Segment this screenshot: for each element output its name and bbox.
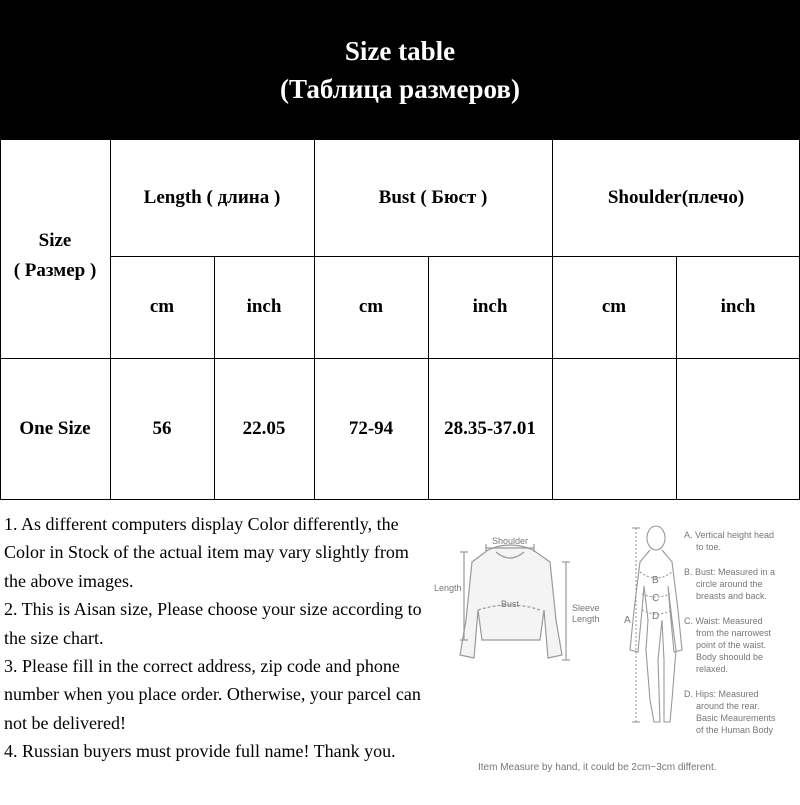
legend-line: D. Hips: Measured bbox=[684, 689, 759, 699]
legend-a bbox=[684, 530, 774, 552]
legend-line: B. Bust: Measured in a bbox=[684, 567, 776, 577]
bust-label: Bust bbox=[500, 599, 520, 609]
unit-header: inch bbox=[720, 296, 756, 317]
shoulder-header: Shoulder(плечо) bbox=[607, 187, 745, 208]
unit-header: cm bbox=[149, 296, 175, 317]
unit-header: cm bbox=[358, 296, 384, 317]
notes-panel bbox=[0, 500, 428, 800]
table-cell: 72-94 bbox=[348, 417, 394, 439]
table-cell bbox=[552, 358, 676, 499]
length-header: Length ( длина ) bbox=[143, 187, 281, 208]
length-label: Length bbox=[434, 583, 462, 593]
legend-line: C. Waist: Measured bbox=[684, 616, 763, 626]
table-cell: 22.05 bbox=[242, 417, 286, 439]
legend-line: from the narrowest bbox=[696, 628, 772, 638]
legend-line: circle around the bbox=[696, 579, 763, 589]
legend-c bbox=[684, 616, 772, 674]
measurement-illustration bbox=[428, 500, 800, 800]
size-header-ru: ( Размер ) bbox=[13, 260, 97, 281]
measure-footnote: Item Measure by hand, it could be 2cm~3cm different. bbox=[478, 762, 717, 773]
note-item: 2. This is Aisan size, Please choose your size according to the size chart. bbox=[4, 599, 422, 648]
legend-line: A. Vertical height head bbox=[684, 530, 775, 540]
measurement-figure bbox=[428, 500, 800, 800]
legend-line: relaxed. bbox=[696, 664, 729, 674]
sleeve-label: Sleeve bbox=[572, 603, 600, 613]
size-table bbox=[0, 140, 800, 500]
body-letter-a: A bbox=[624, 615, 631, 626]
legend-line: point of the waist. bbox=[696, 640, 767, 650]
note-item: 4. Russian buyers must provide full name! Thank you. bbox=[4, 741, 396, 762]
size-header-cell bbox=[0, 140, 110, 358]
table-cell: 28.35-37.01 bbox=[444, 417, 536, 439]
note-item: 3. Please fill in the correct address, zip code and phone number when you place order. Otherwise, your parcel can not be delivered! bbox=[4, 656, 421, 733]
legend-d bbox=[684, 689, 776, 735]
header-banner bbox=[0, 0, 800, 140]
body-letter-d: D bbox=[652, 611, 660, 622]
legend-b bbox=[684, 567, 775, 601]
legend-line: around the rear. bbox=[696, 701, 760, 711]
legend-line: Body shoould be bbox=[696, 652, 764, 662]
legend-line: of the Human Body bbox=[696, 725, 774, 735]
unit-header: inch bbox=[246, 296, 282, 317]
shoulder-label: Shoulder bbox=[491, 536, 529, 546]
legend-line: to toe. bbox=[696, 542, 722, 552]
unit-header: inch bbox=[472, 296, 508, 317]
legend-line: breasts and back. bbox=[696, 591, 768, 601]
size-header: Size bbox=[38, 230, 72, 251]
unit-header: cm bbox=[601, 296, 627, 317]
body-figure-icon bbox=[630, 526, 682, 722]
table-cell bbox=[676, 358, 800, 499]
bust-header: Bust ( Бюст ) bbox=[378, 187, 488, 208]
page-subtitle: (Таблица размеров) bbox=[280, 74, 520, 104]
table-cell: 56 bbox=[152, 417, 172, 439]
sleeve-length-label: Length bbox=[572, 614, 600, 624]
body-letter-c: C bbox=[652, 593, 660, 604]
note-item: 1. As different computers display Color differently, the Color in Stock of the actual item may vary slightly from the above images. bbox=[4, 514, 409, 591]
body-letter-b: B bbox=[652, 575, 659, 586]
page-title: Size table bbox=[344, 36, 456, 66]
row-size-label: One Size bbox=[19, 417, 91, 439]
legend-line: Basic Meaurements bbox=[696, 713, 776, 723]
